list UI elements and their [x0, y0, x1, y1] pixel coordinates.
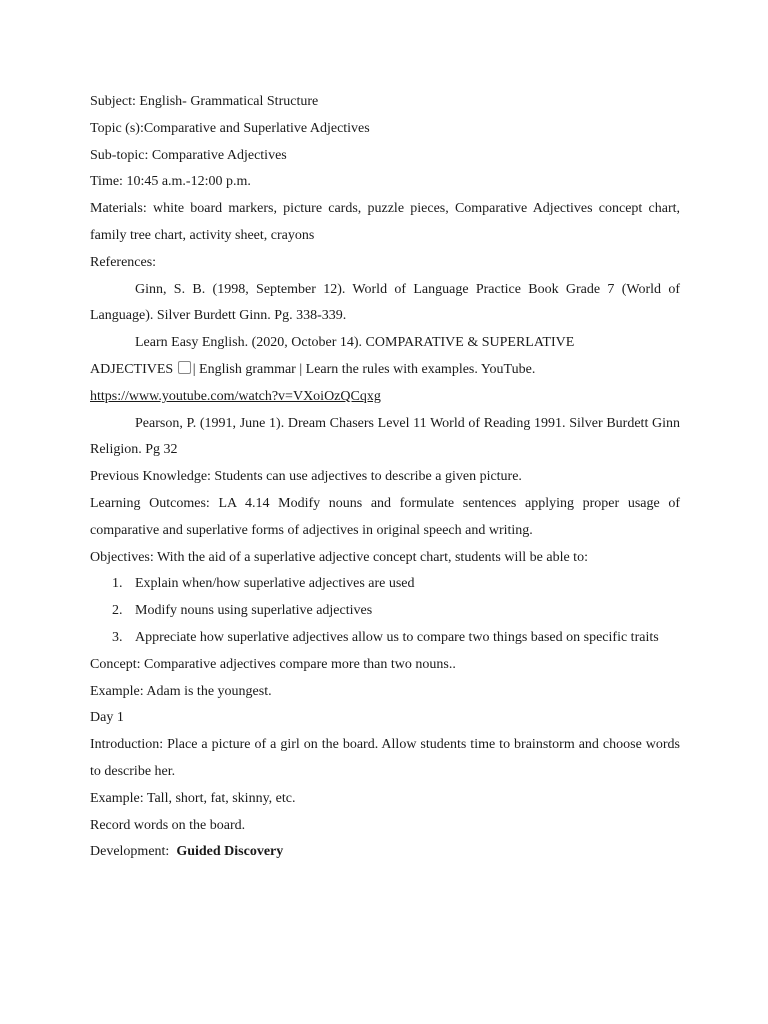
- list-number: 3.: [112, 629, 123, 645]
- example-line-2: Example: Tall, short, fat, skinny, etc.: [90, 790, 296, 806]
- list-item: [90, 598, 680, 625]
- objectives-list: [90, 571, 680, 651]
- list-number: 1.: [112, 576, 123, 592]
- list-text: Modify nouns using superlative adjectives: [135, 603, 373, 619]
- reference-2-line2: [90, 357, 680, 384]
- list-text: Explain when/how superlative adjectives are used: [135, 576, 415, 592]
- materials-paragraph: Materials: white board markers, picture cards, puzzle pieces, Comparative Adjectives concept chart, family tree chart, activity sheet, crayons: [90, 201, 680, 243]
- topic-line: Topic (s):Comparative and Superlative Adjectives: [90, 120, 370, 136]
- lesson-plan-body: [90, 89, 680, 866]
- development-label: Development:: [90, 844, 177, 860]
- list-text: Appreciate how superlative adjectives allow us to compare two things based on specific traits: [135, 629, 659, 645]
- introduction-paragraph: Introduction: Place a picture of a girl on the board. Allow students time to brainstorm and choose words to describe her.: [90, 737, 680, 779]
- reference-2-line1: Learn Easy English. (2020, October 14). COMPARATIVE & SUPERLATIVE: [135, 335, 575, 351]
- emoji-icon: [178, 361, 191, 374]
- previous-knowledge: Previous Knowledge: Students can use adjectives to describe a given picture.: [90, 469, 522, 485]
- subject-line: Subject: English- Grammatical Structure: [90, 94, 319, 109]
- list-item: [90, 625, 680, 652]
- list-item: [90, 571, 680, 598]
- record-line: Record words on the board.: [90, 817, 246, 833]
- objectives-intro: Objectives: With the aid of a superlative adjective concept chart, students will be able to:: [90, 549, 588, 565]
- learning-outcomes: Learning Outcomes: LA 4.14 Modify nouns and formulate sentences applying proper usage of comparative and superlative forms of adjectives in original speech and writing.: [90, 495, 680, 538]
- list-number: 2.: [112, 603, 123, 619]
- time-line: Time: 10:45 a.m.-12:00 p.m.: [90, 174, 251, 190]
- youtube-link[interactable]: https://www.youtube.com/watch?v=VXoiOzQCqxg: [90, 388, 381, 404]
- reference-2: [90, 330, 680, 410]
- concept-line: Concept: Comparative adjectives compare more than two nouns..: [90, 656, 456, 672]
- references-label: References:: [90, 254, 157, 270]
- reference-2-line2b: | English grammar | Learn the rules with examples. YouTube.: [192, 361, 536, 377]
- subtopic-line: Sub-topic: Comparative Adjectives: [90, 147, 287, 163]
- development-method: Guided Discovery: [176, 844, 284, 860]
- development-line: [90, 839, 680, 866]
- day-heading: Day 1: [90, 710, 124, 726]
- reference-3: Pearson, P. (1991, June 1). Dream Chasers Level 11 World of Reading 1991. Silver Burdett Ginn Religion. Pg 32: [90, 415, 680, 458]
- reference-1: Ginn, S. B. (1998, September 12). World of Language Practice Book Grade 7 (World of Language). Silver Burdett Ginn. Pg. 338-339.: [90, 281, 680, 324]
- reference-2-line2a: ADJECTIVES: [90, 361, 177, 377]
- example-line-1: Example: Adam is the youngest.: [90, 683, 272, 699]
